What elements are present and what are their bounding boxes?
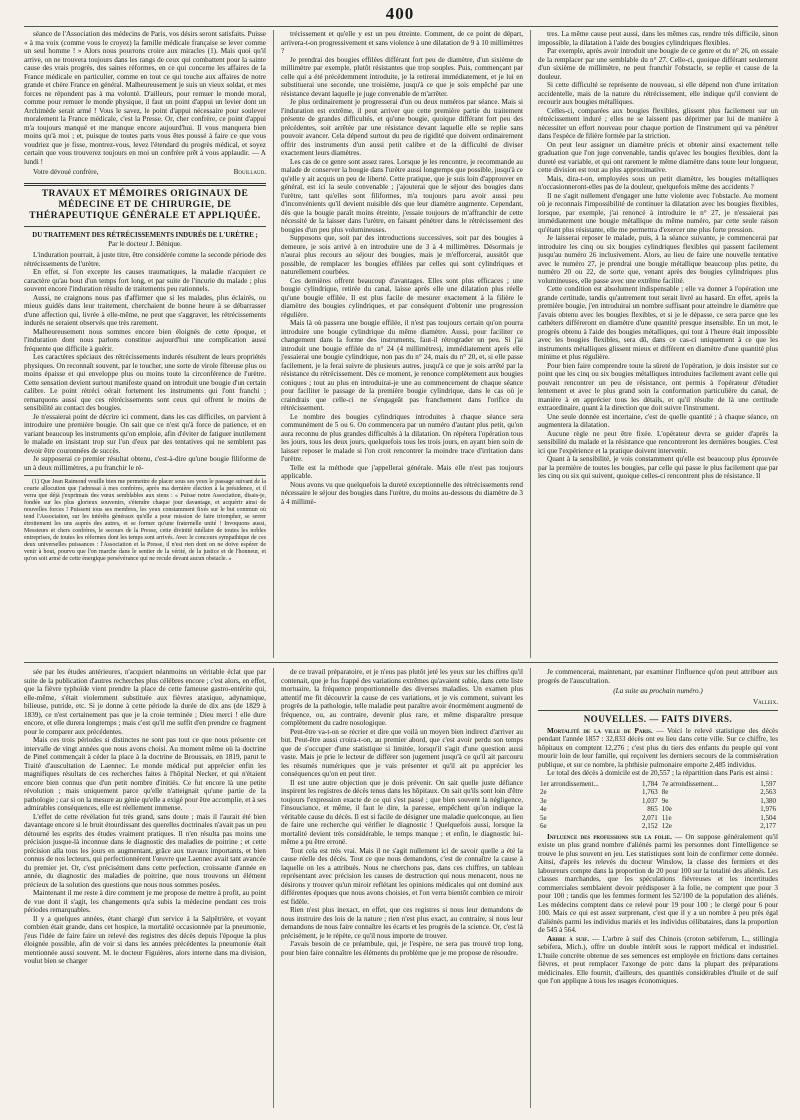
article-paragraph: Mais ces trois périodes si distinctes ne sont pas tout ce que nous présente cet intervalle de vingt années que nous avons choisi. Au moment même où la doctrine de Pinel commençait à céder la place à la doctrine de Broussais, en 1819, parut le Traité d'auscultation de Laennec. Le monde médical put apprécier enfin les magnifiques résultats de ces recherches faites à l'hôpital Necker, et qui n'étaient encore bien connus que d'un petit nombre d'initiés. Ce fut encore là une petite révolution ; mais uniquement parce qu'elle n'atteignait qu'une partie de la pathologie ; car si on la mesure au génie qu'elle a exigé pour être accomplie, et à ses admirables conséquences, elle est réellement immense. [24,736,266,812]
article-paragraph: Rien n'est plus inexact, en effet, que ces registres si nous leur demandons de nous instruire des lois de la nature ; rien n'est plus exact, au contraire, si nous leur demandons de nous faire connaître les écarts et les progrès de la science. Or, c'est là précisément, je le répète, ce qu'il nous importe de trouver. [281,906,523,940]
news-item-folie [538,833,778,935]
article-paragraph: Je plus ordinairement je progresserai d'un ou deux numéros par séance. Mais si l'induration est extrême, il peut arriver que cette première partie du traitement présente de grandes difficultés, et qu'une bougie, quoique différant fort peu des précédentes, soit arrêtée par une résistance devant laquelle elle se replie sans pouvoir avancer. Cela dépend surtout du peu de rigidité que doivent ordinairement offrir des instruments d'un aussi petit calibre et de la difficulté de diviser exactement leurs diamètres. [281,98,523,157]
arrondissement-row [538,814,778,823]
article-paragraph: J'avais besoin de ce préambule, qui, je l'espère, ne sera pas trouvé trop long, pour bien faire connaître les éléments du problème que je me propose de résoudre. [281,940,523,957]
letter-text: séance de l'Association des médecins de Paris, vos désirs seront satisfaits. Puisse « à ma voix (comme vous le croyez) la famille médicale française se lever comme un seul homme ! » Alors nous pourrons croire aux miracles (1). Mais quoi qu'il arrive, on ne trouvera toujours dans les rangs de ceux qui combattent pour la sainte cause des vrais progrès, des saines réformes, en ce qui concerne les affaires de la France médicale en particulier, comme en tout ce qui touche aux affaires de notre grande et chère France en général. Malheureusement je suis un vieux soldat, et mes forces ne répondent pas à ma volonté. D'ailleurs, pour remuer le monde moral, comme pour remuer le monde physique, il faut un point d'appui un levier dont un Archimède serait armé ! Vous le savez, le point d'appui nécessaire pour soulever moralement la France médicale, c'est la Presse. Or, cher confrère, ce point d'appui m'a toujours manqué et me manque encore aujourd'hui. Il vous manquera bien moins qu'à moi ; et, puisque de toutes parts vous êtes poussé à faire ce que vous voudriez que je fisse, montrez-vous, levez l'étendard du progrès médical, et soyez certain que vous trouverez toujours en moi un confrère prêt à vous applaudir. — A lundi ! [24,30,266,166]
death-count-cell: 2,177 [760,822,776,830]
news-item-text: Le total des décès à domicile est de 20,557 ; la répartition dans Paris est ainsi : [547,769,773,777]
header-rule [24,26,778,27]
article-paragraph: de ce travail préparatoire, et je n'eus pas plutôt jeté les yeux sur les chiffres qu'il contenait, que je fus frappé des variations extrêmes qu'avaient subie, dans cette liste mortuaire, la fréquence proportionnelle des diverses maladies. Un examen plus attentif me fit découvrir la cause de ces variations, et je vis comment, suivant les progrès de la pathologie, telle maladie peut paraître avoir énormément augmenté de fréquence, ou, au contraire, devenir plus rare, et même disparaître presque complètement du cadre nosologique. [281,668,523,727]
article-paragraph: Une seule donnée est incertaine, c'est de quelle quantité ; à chaque séance, on augmentera la dilatation. [538,412,778,429]
article-paragraph: Nous avons vu que quelquefois la dureté exceptionnelle des rétrécissements rend nécessaire le séjour des bougies dans l'urètre, du moins au-dessous du diamètre de 3 à 4 millimè- [281,480,523,506]
arrondissement-label-cell: 6e [540,822,547,830]
death-count-cell: 1,504 [760,813,776,822]
footnote-text: (1) Que Jean Raimond veuille bien me permettre de placer sous ses yeux le passage suivant de la courte allocution que j'adressai à mes confrères, après ma dernière élection à la présidence, et il verra que déjà j'exprimais des vœux semblables aux siens : « Puisse notre Association, disais-je, fondée sur les plus glorieux souvenirs, s'étendre chaque jour davantage, et acquérir ainsi de nouvelles forces ! Puissent tous ses membres, les yeux constamment fixés sur le but commun où tend l'Association, sur les intérêts généraux qu'elle a pour mission de faire triompher, se serrer étroitement les uns auprès des autres, et se former qu'une fraternelle unité ! Invoquons aussi, Messieurs et chers confrères, le secours de la Presse, cette divinité tutélaire de toutes les nobles entreprises, de toutes les réformes dont les temps sont arrivés. Avec le concours sympathique de ces deux universelles puissances : l'Association et la Presse, il n'est rien dont on ne doive espérer de venir à bout, pourvu que l'on marche dans le sentier de la vérité, de la justice et de l'honneur, et qu'on soit armé de cette énergique persévérance qui ne recule devant aucun obstacle. » [24,479,266,562]
news-item-text: — L'arbre à suif des Chinois (croton sebiferum, L., stillingia sebifera, Mich.), offre un double intérêt sous le rapport médical et industriel. L'huile concrète obtenue de ses semences est employée en frictions dans certaines fièvres, et peut remplacer l'axonge de porc dans la plupart des préparations médicinales. Elle fournit, d'ailleurs, des quantités considérables d'huile et de suif que l'on applique à tous les usages économiques. [538,934,778,985]
arrondissement-row [538,797,778,806]
news-item-text: — On suppose généralement qu'il existe un plus grand nombre d'aliénés parmi les personnes dont l'intelligence se trouve le plus souvent en jeu. Les statistiques sont loin de confirmer cette donnée. Ainsi, d'après les relevés du docteur Winslow, la classe des fermiers et des laboureurs compte dans la proportion de 20 pour 100 sur la totalité des aliénés. Les classes marchandes, que les spéculations fiévreuses et les incertitudes commerciales semblaient devoir prédisposer à la folie, ne comptent que pour 3 pour 100 ; tandis que les femmes forment les 52/100 de la population des aliénés. Les médecins comptent dans ce relevé pour 19 pour 100 ; le clergé pour 6 pour 100. Mais ce qui est assez surprenant, c'est que il y a un nombre à peu près égal d'aliénés parmi les individus mariés et les individus célibataires, dans la proportion de 545 à 564. [538,832,778,934]
article-paragraph: Les caractères spéciaux des rétrécissements indurés résultent de leurs propriétés physiques. On reconnaît souvent, par le toucher, une sorte de virole fibreuse plus ou moins épaisse et qui enveloppe plus ou moins toute la circonférence de l'urètre. Cette sensation devient surtout manifeste quand on introduit une bougie d'un certain calibre. Le point rétréci oérait fortement les instruments qui l'ont franchi ; remarquons aussi que ces rétrécissements sont ceux qui offrent le moins de sensibilité au contact des bougies. [24,353,266,412]
arrondissement-row [538,780,778,789]
death-count-cell: 1,597 [760,779,776,788]
page-number: 400 [385,4,415,23]
article-paragraph: Je prendrai des bougies effilées différant fort peu de diamètre, d'un sixième de millimètre par exemple, plutôt résistantes que trop souples. Puis, commençant par celle qui a été précédemment introduite, je la retirerai immédiatement, et je lui en substituerai une seconde, une troisième, jusqu'à ce que je sois empêché par une résistance devant laquelle je juge convenable de m'arrêter. [281,55,523,98]
arrondissement-label-cell: 12e [661,822,672,830]
arrondissement-table [538,780,778,831]
arrondissement-row [538,822,778,831]
article-author: Valleix. [752,697,778,706]
death-count-cell: 1,380 [760,796,776,805]
article-paragraph: Je laisserai reposer le malade, puis, à la séance suivante, je commencerai par introduire les cinq ou six bougies cylindriques flexibles qui passent facilement jusqu'au numéro 26 inclusivement. Alors, au lieu de faire une nouvelle tentative avec le numéro 27, je prendrai une bougie métallique beaucoup plus petite, du numéro 20 ou 22, de sorte que, venant après des bougies cylindriques plus volumineuses, elle passe avec une extrême facilité. [538,234,778,285]
death-count-cell: 1,763 [641,788,658,796]
article-paragraph: tres. La même cause peut aussi, dans les mêmes cas, rendre très difficile, sinon impossible, la dilatation à l'aide des bougies cylindriques flexibles. [538,30,778,47]
article-paragraph: Peut-être va-t-on se récrier et dire que voilà un moyen bien indirect d'arriver au but. Peut-être aussi croira-t-on, au premier abord, que c'est avoir perdu son temps que de s'occuper d'une statistique si limitée, lorsqu'il s'agit d'une question aussi vaste. Mais je prie le lecteur de différer son jugement jusqu'à ce qu'il ait parcouru les résumés numériques que je vais présenter et qu'il ait pu apprécier les conséquences qu'on en peut tirer. [281,727,523,778]
section-title: TRAVAUX ET MÉMOIRES ORIGINAUX DE MÉDECINE ET DE CHIRURGIE, DE THÉRAPEUTIQUE GÉNÉRALE ET APPLIQUÉE. [29,188,261,221]
death-count-cell: 2,563 [760,788,776,796]
arrondissement-label-cell: 7e arrondissement... [661,779,719,788]
column-divider [530,668,531,1108]
arrondissement-label-cell: 1er arrondissement... [540,779,599,788]
arrondissement-label-cell: 5e [540,813,547,822]
death-count-cell: 2,071 [641,813,658,822]
article-paragraph: Quant à la sensibilité, je vois constamment qu'elle est beaucoup plus éprouvée par la première de toutes les bougies, par celle qui passe le plus facilement que par les cinq ou six qui suivent, quoique celles-ci rencontrent plus de résistance. Il [538,455,778,480]
death-count-cell: 865 [647,805,658,813]
arrondissement-table-body [538,780,778,831]
news-section-title: NOUVELLES. — FAITS DIVERS. [583,714,733,724]
arrondissement-label-cell: 4e [540,805,547,813]
article-paragraph: Mais, dira-t-on, employées sous un petit diamètre, les bougies métalliques n'occasionneront-elles pas de la douleur, quelquefois même des accidents ? [538,174,778,191]
article-paragraph: Mais là où passera une bougie effilée, il n'est pas toujours certain qu'on pourra introduire une bougie cylindrique du même diamètre. Aussi, pour faciliter ce changement dans la forme des instruments, faut-il rétrograder un peu. Si j'ai introduit une bougie effilée du n° 24 (4 millimètres), immédiatement après elle j'essaierai une bougie cylindrique, non pas du n° 24, mais du n° 20, et, si elle passe facilement, je la ferai suivre de plusieurs autres, jusqu'à ce que je sois arrêté par la résistance du rétrécissement. Dès ce moment, je renonce complètement aux bougies coniques ; tout au plus en introduirai-je une au commencement de chaque séance pour faciliter le passage de la première bougie cylindrique, dans le cas où je craindrais que celle-ci ne s'engageât pas franchement dans l'orifice du rétrécissement. [281,319,523,412]
signature-closing: Votre dévoué confrère, [33,168,99,176]
news-item-mortality [538,727,778,770]
column-3 [538,30,778,658]
death-count-cell: 1,037 [641,796,658,805]
article-paragraph: Aucune règle ne peut être fixée. L'opérateur devra se guider d'après la sensibilité du malade et la résistance que rencontreront les dernières bougies. C'est ici que l'expérience et la pratique doivent intervenir. [538,429,778,455]
article-paragraph: L'effet de cette révélation fut très grand, sans doute ; mais il l'aurait été bien davantage encore si le bruit étourdissant des querelles doctrinales n'avait pas un peu détourné les esprits des études vraiment pratiques. Il n'en résulta pas moins une précision jusque-là inconnue dans le diagnostic des maladies de poitrine ; et cette précision alla tous les jours en augmentant, grâce aux travaux importants, et bien connus de nos lecteurs, qui perfectionnèrent l'œuvre que Laennec avait tant avancée du premier jet. Or, c'est précisément dans cette perfection, croissante d'année en année, du diagnostic des maladies de poitrine, que nous trouvons un élément précieux de la solution des questions que nous nous sommes posées. [24,812,266,889]
news-rule [538,710,778,711]
letter-signature [24,168,266,177]
arrondissement-row [538,805,778,814]
death-count-cell: 1,976 [760,805,776,813]
arrondissement-label-cell: 8e [661,788,669,796]
arrondissement-label-cell: 11e [661,813,672,822]
section-rule [24,183,266,186]
article-byline: Par le docteur J. Bénique. [108,239,182,248]
death-count-cell: 2,152 [641,822,658,830]
column-divider [273,30,274,658]
news-item-heading: Arbre à suif. [547,934,590,943]
article-paragraph: Maintenant il me reste à dire comment je me propose de mettre à profit, au point de vue dont il s'agit, les changements qu'a subis la médecine pendant ces trois périodes remarquables. [24,889,266,914]
death-count-cell: 1,784 [641,779,658,788]
news-item-text: — Voici le relevé statistique des décès pendant l'année 1857 : 32,833 décès ont eu lieu dans cette ville. Sur ce chiffre, les hôpitaux en comptent 12,276 ; c'est plus du tiers des enfants du peuple qui vont mourir loin de leur famille, qui reçoivent les derniers secours de la commisération publique, et sur ce nombre, la phthisie pulmonaire emporte 2,485 individus. [538,726,778,769]
article-paragraph: Les cas de ce genre sont assez rares. Lorsque je les rencontre, je recommande au malade de conserver la bougie dans l'urètre aussi longtemps que possible, jusqu'à ce qu'elle y ait acquis un peu de liberté. Cette pratique, que je suis loin d'approuver en général, est ici la seule convenable ; j'ajouterai que le séjour des bougies dans l'urètre, tant qu'elles sont filiformes, m'a toujours paru avoir aussi peu d'inconvénients qu'il devient nuisible dès que leur diamètre augmente. Cependant, dès que la bougie paraît moins étreinte, j'essaie toujours de m'affranchir de cette nécessité de la laisser dans l'urètre, en faisant pénétrer dans le rétrécissement des bougies d'un peu plus volumineuses. [281,157,523,234]
arrondissement-label-cell: 9e [661,796,669,805]
article-paragraph: L'induration pourrait, à juste titre, être considérée comme la seconde période des rétrécissements de l'urètre. [24,251,266,268]
article-paragraph: Aussi, ne craignons nous pas d'affirmer que si les malades, plus éclairés, ou mieux guidés dans leur traitement, cherchaient de bonne heure à se débarrasser d'une affection qui, livrée à elle-même, ne peut que s'aggraver, les rétrécissements indurés ne seraient observés que très rarement. [24,293,266,327]
feuilleton-rule [24,662,778,663]
article-paragraph: Par exemple, après avoir introduit une bougie de ce genre et du n° 26, on essaie de la remplacer par une semblable du n° 27. Celle-ci, quoique différant seulement d'un sixième de millimètre, ne peut franchir l'obstacle, se replie et cause de la douleur. [538,47,778,81]
article-paragraph: Telle est la méthode que j'appellerai générale. Mais elle n'est pas toujours applicable. [281,463,523,480]
bottom-column-2 [281,668,523,1108]
article-paragraph: Je commencerai, maintenant, par examiner l'influence qu'on peut attribuer aux progrès de l'auscultation. [538,668,778,685]
signature-name: Bouillaud. [233,168,266,176]
arrondissement-row [538,788,778,797]
article-paragraph: Ces dernières offrent beaucoup d'avantages. Elles sont plus efficaces ; une bougie cylindrique, retirée du canal, laisse après elle une dilatation plus réelle qu'une bougie effilée. Il est plus facile de mesurer exactement à la filière le diamètre des bougies cylindriques, et par conséquent d'obtenir une progression régulière. [281,276,523,319]
article-paragraph: Cette condition est absolument indispensable ; elle va donner à l'opération une grande certitude, tandis qu'autrement tout serait livré au hasard. En effet, après la première bougie, j'en introduirai un nombre suffisant pour atteindre le diamètre que j'avais obtenu avec les bougies flexibles, et si je le dépasse, ce sera parce que les cathéters différeront en diamètre d'une quantité presque insensible. En un mot, le progrès obtenu à l'aide des bougies métalliques, qui tout à l'heure était impossible avec les bougies flexibles, sera dû, dans ce cas-ci uniquement à ce que les instruments métalliques glissent mieux et diffèrent en diamètre d'une quantité plus minime et plus régulière. [538,285,778,361]
article-paragraph: Le nombre des bougies cylindriques introduites à chaque séance sera communément de 5 ou 6. On commencera par un numéro d'autant plus petit, qu'on aura reconnu de plus grandes difficultés à la dilatation. On répétera l'opération tous les jours, tous les deux jours, quelquefois tous les trois jours, en ayant bien soin de laisser reposer le malade si l'on croit rencontrer la moindre trace d'irritation dans l'urètre. [281,412,523,463]
article-title: DU TRAITEMENT DES RÉTRÉCISSEMENTS INDURÉS DE L'URÈTRE ; [32,231,258,239]
to-be-continued: (La suite au prochain numéro.) [613,687,703,695]
column-2 [281,30,523,658]
footnote [24,475,266,563]
news-item-arbre [538,935,778,986]
article-paragraph: Malheureusement nous sommes encore bien éloignés de cette époque, et l'induration dont nous parlons constitue aujourd'hui une complication aussi fréquente que difficile à guérir. [24,327,266,353]
arrondissement-label-cell: 2e [540,788,547,796]
news-item-heading: Mortalité de la ville de Paris. [547,726,653,735]
news-item-heading: Influence des professions sur la folie. [547,832,672,841]
column-divider [273,668,274,1108]
title-rule [24,226,266,227]
column-divider [530,30,531,658]
article-paragraph: Je n'essaierai point de décrire ici comment, dans les cas difficiles, on parvient à introduire une première bougie. On sait que ce n'est qu'à force de patience, et en variant beaucoup les instruments qu'on emploie, afin d'éviter de fatiguer inutilement le malade en insistant trop sur l'un d'eux par des tentatives qui ne semblent pas devoir être couronnées de succès. [24,412,266,455]
article-paragraph: Si cette difficulté se représente de nouveau, si elle dépend non d'une irritation accidentelle, mais de la nature du rétrécissement, elle indique qu'il convient de recourir aux bougies métalliques. [538,81,778,106]
article-paragraph: Il est une autre objection que je dois prévenir. On sait quelle juste défiance inspirent les registres de décès tenus dans les hôpitaux. On sait qu'ils sont loin d'être toujours l'expression exacte de ce qui s'est passé ; que bien souvent la négligence, l'insouciance, et même, il faut le dire, la paresse, empêchent qu'on indique la véritable cause du décès. Il est si facile de désigner une maladie quelconque, au lieu de faire une recherche qui vérifier le diagnostic ! Quelquefois aussi, lorsque la mortalité devient très considérable, le temps manque ; et enfin, le diagnostic lui-même a pu être erroné. [281,778,523,846]
column-1 [24,30,266,658]
arrondissement-label-cell: 3e [540,796,547,805]
article-paragraph: Je supposerai ce premier résultat obtenu, c'est-à-dire qu'une bougie filiforme de un à deux millimètres, a pu franchir le ré- [24,455,266,472]
article-paragraph: Pour bien faire comprendre toute la sûreté de l'opération, je dois insister sur ce point que les cinq ou six bougies métalliques introduites facilement avant celle qui pouvait rencontrer un peu de résistance, ont permis à l'opérateur d'étudier lentement et avec le plus grand soin la conformation particulière du canal, de manière à en apprécier tous les détails, et qu'il résulte de là une certitude extraordinaire, quant à la direction que doit suivre l'instrument. [538,361,778,412]
bottom-column-3 [538,668,778,1108]
article-paragraph: sée par les études antérieures, n'acquiert néanmoins un véritable éclat que par suite de la publication d'autres recherches plus célèbres encore ; c'est alors, en effet, que la fièvre typhoïde vient prendre la place de cette fameuse gastro-entérite qui, elle-même, s'était violemment substituée aux fièvres ataxique, adynamique, bilieuse, putride, etc. Si je donne à cette période la durée de dix ans (de 1829 à 1839), ce n'est certainement pas que je la croie terminée ; Dieu merci ! elle dure encore, et elle durera longtemps ; mais c'est qu'il me suffit d'en prendre ce fragment pour le comparer aux précédentes. [24,668,266,736]
article-paragraph: Supposons que, soit par des introductions successives, soit par des bougies à demeure, je sois arrivé à en introduire une de 3 à 4 millimètres. Désormais je n'aurai plus recours au séjour des bougies, mais je m'efforcerai, aussitôt que possible, de remplacer les bougies effilées par celles qui sont cylindriques et naturellement courbées. [281,234,523,276]
article-paragraph: En effet, si l'on excepte les causes traumatiques, la maladie n'acquiert ce caractère qu'au bout d'un temps fort long, et par suite de l'incurie du malade ; plus souvent encore l'induration résulte de traitements peu rationnels. [24,268,266,293]
article-paragraph: Il y a quelques années, étant chargé d'un service à la Salpêtrière, et voyant combien était grande, dans cet hospice, la mortalité occasionnée par la pneumonie, j'eus l'idée de faire faire un relevé des registres des décès depuis l'époque la plus éloignée possible, afin de voir si dans les années précédentes la pneumonie était mentionnée aussi souvent. M. le docteur Figuières, alors interne dans ma division, voulut bien se charger [24,914,266,965]
article-paragraph: Celles-ci, comparées aux bougies flexibles, glissent plus facilement sur un rétrécissement induré ; elles ne se laissent pas déprimer par lui de manière à nécessiter un effort nouveau pour chaque portion de l'instrument qui va pénétrer dans l'espèce de filière formée par la striction. [538,106,778,140]
arrondissement-label-cell: 10e [661,805,672,813]
article-paragraph: Il ne s'agit nullement d'engager une lutte violente avec l'obstacle. Au moment où je reconnais l'impossibilité de continuer la dilatation avec les bougies flexibles, lorsque, par exemple, j'ai renoncé à introduire le n° 27, je n'essaierai pas immédiatement une bougie métallique du même numéro, par cette seule raison qu'étant plus résistante, elle me permettra d'exercer une plus forte pression. [538,191,778,234]
article-paragraph: Tout cela est très vrai. Mais il ne s'agit nullement ici de savoir quelle a été la cause réelle des décès. Tout ce que nous demandons, c'est de connaître la cause à laquelle on les a attribués. Nous ne cherchons pas, dans ces chiffres, un tableau représentant avec précision les causes de destruction qui nous menacent, nous ne désirons y trouver qu'un miroir reflétant les opinions médicales qui ont dominé aux différentes époques que nous avons choisies, et l'on verra bientôt combien ce miroir est fidèle. [281,846,523,906]
article-paragraph: On peut leur assigner un diamètre précis et obtenir ainsi exactement telle graduation que l'on juge convenable, tandis qu'avec les bougies flexibles, dont la dureté est variable, et qui ont rarement le même diamètre dans toute leur longueur, cette division est tout au plus approximative. [538,140,778,174]
article-paragraph: trécissement et qu'elle y est un peu étreinte. Comment, de ce point de départ, arrivera-t-on progressivement et sans violence à une dilatation de 9 à 10 millimètres ? [281,30,523,55]
bottom-column-1 [24,668,266,1108]
